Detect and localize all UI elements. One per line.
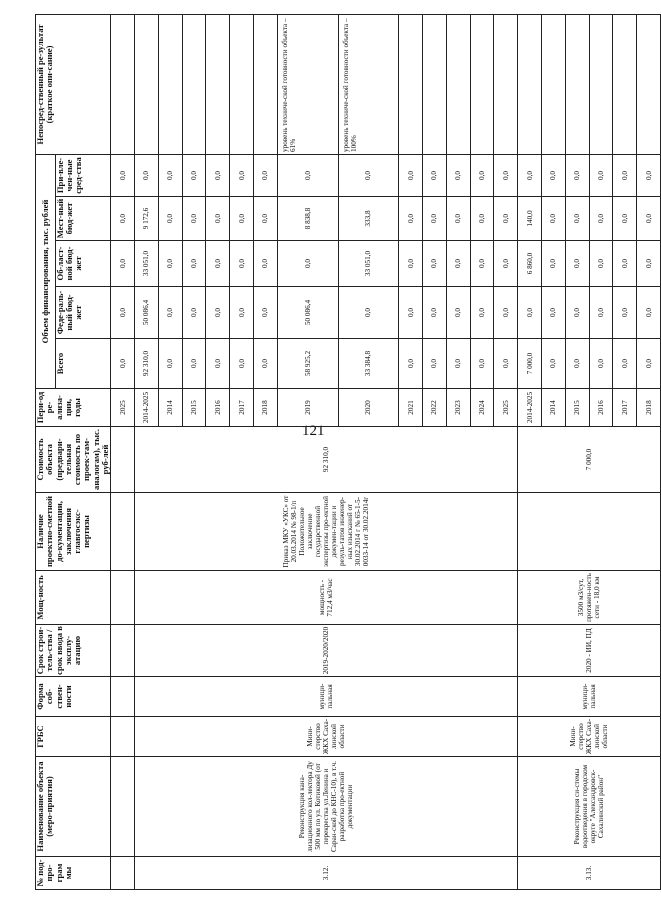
- cell-reg: 0,0: [206, 241, 230, 287]
- cell-total: 33 384,8: [338, 339, 399, 389]
- cell-num: 3.12.: [135, 857, 518, 890]
- header-fin: Объем финансирования, тыс. рублей: [36, 154, 56, 388]
- cell-total: 0,0: [494, 339, 518, 389]
- cell-ext: 0,0: [565, 154, 589, 196]
- cell-fed: 0,0: [111, 287, 135, 339]
- cell-fed: 0,0: [589, 287, 613, 339]
- cell-result: [470, 14, 494, 154]
- header-reg: Об-ласт-ной бюд-жет: [55, 241, 110, 287]
- header-result: Непосред-ственный ре-зультат (краткое опи-сание): [36, 14, 111, 154]
- cell-fed: 0,0: [338, 287, 399, 339]
- cell-fed: 0,0: [206, 287, 230, 339]
- cell-term: 2020 - ИИ, ПД: [518, 625, 661, 677]
- cell-loc: 333,8: [338, 197, 399, 241]
- cell-reg: 0,0: [565, 241, 589, 287]
- table-row: [135, 14, 159, 889]
- cell-result: [446, 14, 470, 154]
- cell-year: 2016: [589, 389, 613, 427]
- cell-reg: 0,0: [637, 241, 661, 287]
- cell-reg: 0,0: [494, 241, 518, 287]
- cell-year: 2015: [565, 389, 589, 427]
- cell-loc: 0,0: [494, 197, 518, 241]
- cell-reg: 0,0: [613, 241, 637, 287]
- cell-year: 2016: [206, 389, 230, 427]
- cell-total: 0,0: [254, 339, 278, 389]
- cell-ext: 0,0: [206, 154, 230, 196]
- cell-total: 0,0: [111, 339, 135, 389]
- cell-total: 0,0: [470, 339, 494, 389]
- cell-total: 0,0: [589, 339, 613, 389]
- cell-ext: 0,0: [182, 154, 206, 196]
- cell-reg: 0,0: [542, 241, 566, 287]
- cell-total: 0,0: [565, 339, 589, 389]
- cell-total: 0,0: [158, 339, 182, 389]
- cell-grbs: Мини-стерство ЖКХ Саха-линской области: [518, 717, 661, 757]
- cell-year: 2019: [277, 389, 338, 427]
- cell-year: 2023: [446, 389, 470, 427]
- cell-year: 2014: [542, 389, 566, 427]
- header-row-1: [36, 14, 56, 889]
- cell-reg: 33 051,0: [338, 241, 399, 287]
- cell-reg: 0,0: [399, 241, 423, 287]
- cell-loc: 0,0: [423, 197, 447, 241]
- cell-result: [518, 14, 542, 154]
- cell-total: 0,0: [637, 339, 661, 389]
- cell-total: 0,0: [613, 339, 637, 389]
- cell-ext: 0,0: [158, 154, 182, 196]
- cell-empty: [111, 571, 135, 625]
- cell-result: [423, 14, 447, 154]
- header-loc: Мест-ный бюд-жет: [55, 197, 110, 241]
- cell-reg: 0,0: [446, 241, 470, 287]
- cell-year: 2024: [470, 389, 494, 427]
- cell-loc: 0,0: [254, 197, 278, 241]
- cell-ext: 0,0: [277, 154, 338, 196]
- cell-ext: 0,0: [542, 154, 566, 196]
- cell-year: 2022: [423, 389, 447, 427]
- header-doc: Наличие проектно-сметной до-кументации, заключения главгосэкс-пертизы: [36, 493, 111, 571]
- cell-loc: 0,0: [206, 197, 230, 241]
- cell-loc: 0,0: [230, 197, 254, 241]
- cell-total: 0,0: [542, 339, 566, 389]
- cell-result: [135, 14, 159, 154]
- cell-result: [254, 14, 278, 154]
- cell-result: [494, 14, 518, 154]
- cell-result: уровень техниче-ской готовности объекта – 61%: [277, 14, 338, 154]
- header-num: № под-про-грам мы: [36, 857, 111, 890]
- cell-loc: 0,0: [542, 197, 566, 241]
- cell-fed: 0,0: [542, 287, 566, 339]
- header-grbs: ГРБС: [36, 717, 111, 757]
- cell-power: мощность - 712,4 м3/час: [135, 571, 518, 625]
- cell-ext: 0,0: [613, 154, 637, 196]
- cell-year: 2014-2025: [135, 389, 159, 427]
- page-number: 121: [302, 423, 325, 439]
- cell-total: 0,0: [399, 339, 423, 389]
- cell-loc: 0,0: [182, 197, 206, 241]
- cell-ext: 0,0: [338, 154, 399, 196]
- cell-result: [158, 14, 182, 154]
- cell-fed: 0,0: [446, 287, 470, 339]
- cell-result: [542, 14, 566, 154]
- cell-reg: 0,0: [111, 241, 135, 287]
- header-cost: Стоимость объекта (предвари-тельная стоимость по проек-там-аналогам), тыс. руб-лей: [36, 427, 111, 493]
- cell-result: [111, 14, 135, 154]
- cell-reg: 6 860,0: [518, 241, 542, 287]
- cell-ext: 0,0: [470, 154, 494, 196]
- cell-doc: Приказ МКУ «УКС» от 20.03.2014 № 98-1/п Положительное заключение государственной экспертизы про-ектной докумен-тации и резуль-татов инженер-ных изысканий от 30.02.2014 г № 65-1-5-0033-14 от 30.02.2014г: [135, 493, 518, 571]
- cell-reg: 33 051,0: [135, 241, 159, 287]
- cell-fed: 0,0: [158, 287, 182, 339]
- cell-year: 2015: [182, 389, 206, 427]
- cell-year: 2020: [338, 389, 399, 427]
- cell-form: муници-пальная: [135, 677, 518, 717]
- cell-year: 2017: [230, 389, 254, 427]
- cell-empty: [111, 717, 135, 757]
- cell-ext: 0,0: [230, 154, 254, 196]
- cell-reg: 0,0: [182, 241, 206, 287]
- header-period: Пери-од ре-ализа-ции, годы: [36, 389, 111, 427]
- cell-fed: 0,0: [518, 287, 542, 339]
- header-term: Срок строи-тель-ства / срок ввода в эксплу-атацию: [36, 625, 111, 677]
- cell-result: [230, 14, 254, 154]
- cell-loc: 9 172,6: [135, 197, 159, 241]
- cell-fed: 0,0: [613, 287, 637, 339]
- cell-year: 2021: [399, 389, 423, 427]
- cell-empty: [111, 625, 135, 677]
- cell-loc: 0,0: [565, 197, 589, 241]
- cell-name: Реконструкция кана-лизационного кол-лектора Ду 500 мм по ул. Котиковой (от перекрестка ул.Ленина и Саран-ской до КНС-10), в т.ч. разработка про-ектной документации: [135, 757, 518, 857]
- header-power: Мощ-ность: [36, 571, 111, 625]
- cell-total: 0,0: [230, 339, 254, 389]
- cell-reg: 0,0: [277, 241, 338, 287]
- cell-fed: 50 086,4: [135, 287, 159, 339]
- cell-fed: 0,0: [399, 287, 423, 339]
- cell-year: 2014: [158, 389, 182, 427]
- cell-cost: 92 310,0: [135, 427, 518, 493]
- cell-form: муници-пальная: [518, 677, 661, 717]
- cell-year: 2018: [254, 389, 278, 427]
- cell-doc: [518, 493, 661, 571]
- table-row: [518, 14, 542, 889]
- cell-fed: 0,0: [182, 287, 206, 339]
- cell-result: [589, 14, 613, 154]
- cell-loc: 0,0: [399, 197, 423, 241]
- cell-fed: 0,0: [254, 287, 278, 339]
- cell-total: 0,0: [423, 339, 447, 389]
- cell-loc: 0,0: [637, 197, 661, 241]
- cell-ext: 0,0: [423, 154, 447, 196]
- cell-ext: 0,0: [637, 154, 661, 196]
- cell-result: [565, 14, 589, 154]
- cell-result: [637, 14, 661, 154]
- financing-table: [35, 14, 661, 890]
- cell-ext: 0,0: [446, 154, 470, 196]
- cell-ext: 0,0: [399, 154, 423, 196]
- cell-reg: 0,0: [254, 241, 278, 287]
- cell-fed: 0,0: [565, 287, 589, 339]
- cell-total: 0,0: [206, 339, 230, 389]
- table-body: [111, 14, 661, 889]
- cell-num: 3.13.: [518, 857, 661, 890]
- cell-ext: 0,0: [254, 154, 278, 196]
- cell-loc: 0,0: [158, 197, 182, 241]
- cell-reg: 0,0: [589, 241, 613, 287]
- cell-reg: 0,0: [423, 241, 447, 287]
- cell-loc: 0,0: [111, 197, 135, 241]
- cell-ext: 0,0: [518, 154, 542, 196]
- cell-empty: [111, 857, 135, 890]
- cell-year: 2025: [494, 389, 518, 427]
- cell-fed: 0,0: [470, 287, 494, 339]
- header-form: Форма соб-ствен-ности: [36, 677, 111, 717]
- cell-fed: 0,0: [494, 287, 518, 339]
- cell-term: 2019-2020/2020: [135, 625, 518, 677]
- cell-empty: [111, 493, 135, 571]
- cell-loc: 0,0: [613, 197, 637, 241]
- cell-loc: 0,0: [589, 197, 613, 241]
- cell-loc: 0,0: [470, 197, 494, 241]
- cell-loc: 8 838,8: [277, 197, 338, 241]
- cell-result: уровень техниче-ской готовности объекта – 100%: [338, 14, 399, 154]
- cell-name: Реконструкция си-стемы водоотведения в городском округе "Александровск-Сахалинский район": [518, 757, 661, 857]
- cell-total: 7 000,0: [518, 339, 542, 389]
- cell-fed: 0,0: [230, 287, 254, 339]
- table-row: [111, 14, 135, 889]
- cell-total: 58 925,2: [277, 339, 338, 389]
- header-fed: Феде-раль-ный бюд-жет: [55, 287, 110, 339]
- cell-empty: [111, 757, 135, 857]
- cell-loc: 140,0: [518, 197, 542, 241]
- cell-result: [399, 14, 423, 154]
- cell-power: 3500 м3/сут, протяжен-ность сети - 18,0 км: [518, 571, 661, 625]
- cell-total: 0,0: [446, 339, 470, 389]
- cell-year: 2025: [111, 389, 135, 427]
- cell-fed: 0,0: [637, 287, 661, 339]
- cell-reg: 0,0: [158, 241, 182, 287]
- cell-loc: 0,0: [446, 197, 470, 241]
- header-total: Всего: [55, 339, 110, 389]
- cell-year: 2018: [637, 389, 661, 427]
- rotated-table-wrapper: [35, 15, 653, 890]
- cell-ext: 0,0: [111, 154, 135, 196]
- cell-cost: 7 000,0: [518, 427, 661, 493]
- cell-fed: 50 086,4: [277, 287, 338, 339]
- cell-ext: 0,0: [494, 154, 518, 196]
- cell-year: 2017: [613, 389, 637, 427]
- cell-empty: [111, 677, 135, 717]
- cell-ext: 0,0: [135, 154, 159, 196]
- cell-result: [182, 14, 206, 154]
- cell-year: 2014-2025: [518, 389, 542, 427]
- cell-grbs: Мини-стерство ЖКХ Саха-линской области: [135, 717, 518, 757]
- header-name: Наименование объекта (меро-приятия): [36, 757, 111, 857]
- header-ext: При-вле-чен-ные сред-ства: [55, 154, 110, 196]
- cell-reg: 0,0: [470, 241, 494, 287]
- cell-empty: [111, 427, 135, 493]
- cell-fed: 0,0: [423, 287, 447, 339]
- cell-total: 92 310,0: [135, 339, 159, 389]
- cell-total: 0,0: [182, 339, 206, 389]
- cell-reg: 0,0: [230, 241, 254, 287]
- cell-result: [613, 14, 637, 154]
- cell-result: [206, 14, 230, 154]
- cell-ext: 0,0: [589, 154, 613, 196]
